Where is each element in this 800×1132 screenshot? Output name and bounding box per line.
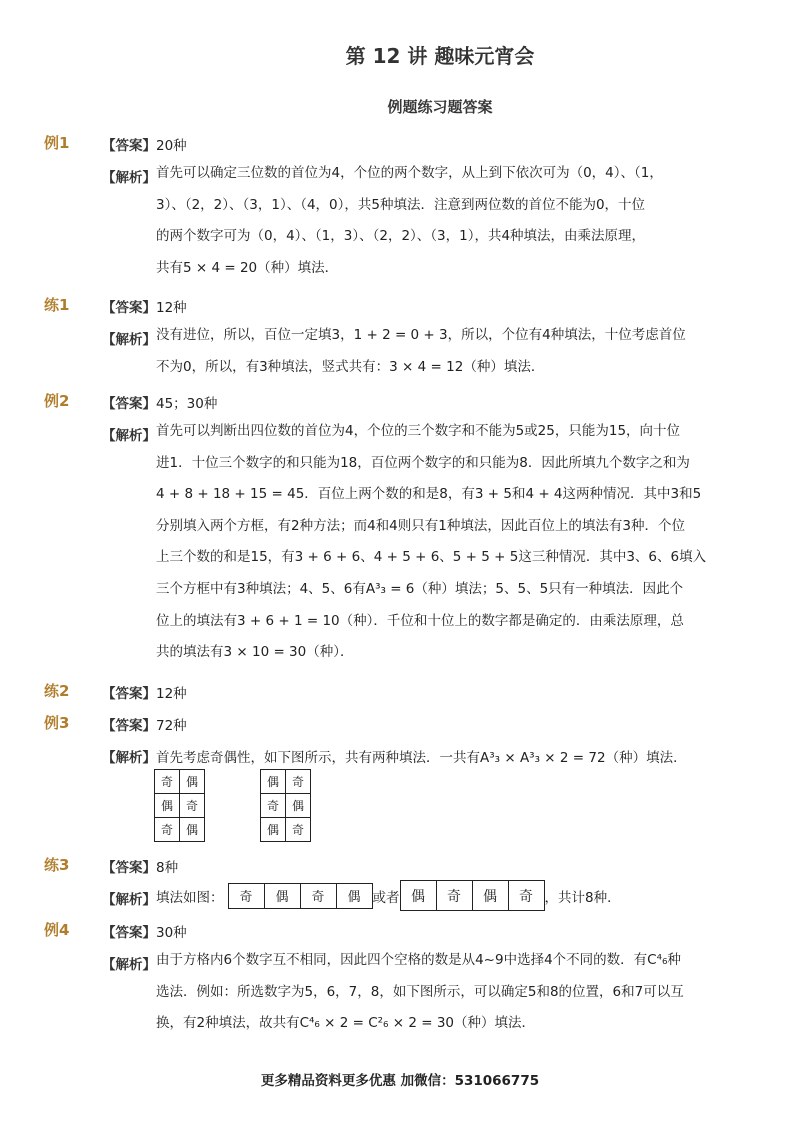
grid-cell: 奇 (286, 818, 311, 842)
parity-grid-1 (154, 769, 205, 842)
text-line: 选法．例如：所选数字为5，6，7，8，如下图所示，可以确定5和8的位置，6和7可以互 (156, 983, 684, 1000)
row-cell: 偶 (264, 883, 300, 908)
row-cell: 偶 (472, 881, 508, 911)
text-line: 3）、（2，2）、（3，1）、（4，0），共5种填法．注意到两位数的首位不能为0，十位 (156, 196, 646, 213)
text-line: 首先可以判断出四位数的首位为4，个位的三个数字和不能为5或25，只能为15，向十位 (156, 423, 681, 439)
prefix-text: 填法如图： (156, 889, 224, 906)
item-label: 练3 (44, 856, 70, 874)
text-line: 由于方格内6个数字互不相同，因此四个空格的数是从4~9中选择4个不同的数．有C⁴₆种 (156, 952, 681, 968)
item-label: 练1 (44, 296, 70, 314)
grid-cell: 偶 (180, 818, 205, 842)
answer-tag: 【答案】 (102, 138, 156, 154)
text-line: 首先可以确定三位数的首位为4，个位的两个数字，从上到下依次可为（0，4）、（1， (156, 165, 663, 181)
analysis-tag: 【解析】 (102, 892, 156, 908)
analysis-inline (156, 880, 621, 911)
text-line: 共的填法有3 × 10 = 30（种）． (156, 644, 354, 661)
page-title: 第 12 讲 趣味元宵会 (345, 44, 535, 68)
answer-tag: 【答案】 (102, 396, 156, 412)
text-line: 不为0，所以，有3种填法，竖式共有：3 × 4 = 12（种）填法． (156, 358, 545, 375)
item-label: 例4 (44, 921, 70, 939)
text-line: 进1．十位三个数字的和只能为18，百位两个数字的和只能为8．因此所填九个数字之和为 (156, 454, 690, 471)
item-label: 例3 (44, 714, 70, 732)
row-cell: 奇 (508, 881, 544, 911)
answer-value: 12种 (156, 686, 187, 702)
answer-value: 30种 (156, 925, 187, 941)
grid-cell: 偶 (180, 770, 205, 794)
analysis-text (156, 320, 716, 383)
analysis-tag: 【解析】 (102, 428, 156, 444)
analysis-tag: 【解析】 (102, 332, 156, 348)
analysis-tag: 【解析】 (102, 957, 156, 973)
row-cell: 奇 (300, 883, 336, 908)
grid-cell: 奇 (261, 794, 286, 818)
text-line: 上三个数的和是15，有3 + 6 + 6、4 + 5 + 6、5 + 5 + 5这三种情况．其中3、6、6填入 (156, 549, 707, 566)
text-line: 分别填入两个方框，有2种方法；而4和4则只有1种填法，因此百位上的填法有3种．个位 (156, 517, 685, 534)
item-label: 练2 (44, 682, 70, 700)
answer-tag: 【答案】 (102, 686, 156, 702)
answer-tag: 【答案】 (102, 718, 156, 734)
answer-value: 12种 (156, 300, 187, 316)
answer-value: 72种 (156, 718, 187, 734)
text-line: 的两个数字可为（0，4）、（1，3）、（2，2）、（3，1），共4种填法，由乘法原理， (156, 228, 646, 245)
item-label: 例1 (44, 134, 70, 152)
answer-tag: 【答案】 (102, 300, 156, 316)
parity-row-2 (400, 880, 545, 911)
footer-promo: 更多精品资料更多优惠 加微信：531066775 (260, 1073, 540, 1089)
answer-value: 20种 (156, 138, 187, 154)
parity-grid-2 (260, 769, 311, 842)
answer-value: 45；30种 (156, 396, 218, 412)
text-line: 4 + 8 + 18 + 15 = 45．百位上两个数的和是8，有3 + 5和4 + 4这两种情况．其中3和5 (156, 486, 702, 503)
grid-cell: 偶 (286, 794, 311, 818)
row-cell: 偶 (400, 881, 436, 911)
grid-cell: 偶 (261, 770, 286, 794)
text-line: 没有进位，所以，百位一定填3，1 + 2 = 0 + 3，所以，个位有4种填法，十位考虑首位 (156, 327, 686, 343)
analysis-text (156, 158, 716, 284)
suffix-text: ，共计8种． (544, 889, 621, 906)
grid-cell: 偶 (261, 818, 286, 842)
page-subtitle: 例题练习题答案 (387, 98, 493, 116)
row-cell: 偶 (336, 883, 372, 908)
analysis-text (156, 416, 716, 669)
grid-cell: 偶 (155, 794, 180, 818)
grid-cell: 奇 (155, 818, 180, 842)
answer-tag: 【答案】 (102, 860, 156, 876)
text-line: 换，有2种填法，故共有C⁴₆ × 2 = C²₆ × 2 = 30（种）填法． (156, 1015, 536, 1032)
grid-cell: 奇 (286, 770, 311, 794)
row-cell: 奇 (436, 881, 472, 911)
text-line: 位上的填法有3 + 6 + 1 = 10（种）．千位和十位上的数字都是确定的．由乘法原理，总 (156, 612, 684, 629)
analysis-tag: 【解析】 (102, 170, 156, 186)
grid-cell: 奇 (155, 770, 180, 794)
analysis-text (156, 945, 716, 1040)
text-line: 三个方框中有3种填法；4、5、6有A³₃ = 6（种）填法；5、5、5只有一种填法．因此个 (156, 580, 684, 597)
answer-tag: 【答案】 (102, 925, 156, 941)
analysis-tag: 【解析】 (102, 750, 156, 766)
grid-cell: 奇 (180, 794, 205, 818)
parity-row-1 (228, 883, 373, 909)
analysis-text: 首先考虑奇偶性，如下图所示，共有两种填法．一共有A³₃ × A³₃ × 2 = 72（种）填法． (156, 750, 687, 766)
text-line: 共有5 × 4 = 20（种）填法． (156, 259, 339, 276)
row-cell: 奇 (228, 883, 264, 908)
item-label: 例2 (44, 392, 70, 410)
mid-text: 或者 (372, 889, 400, 906)
answer-value: 8种 (156, 860, 179, 876)
